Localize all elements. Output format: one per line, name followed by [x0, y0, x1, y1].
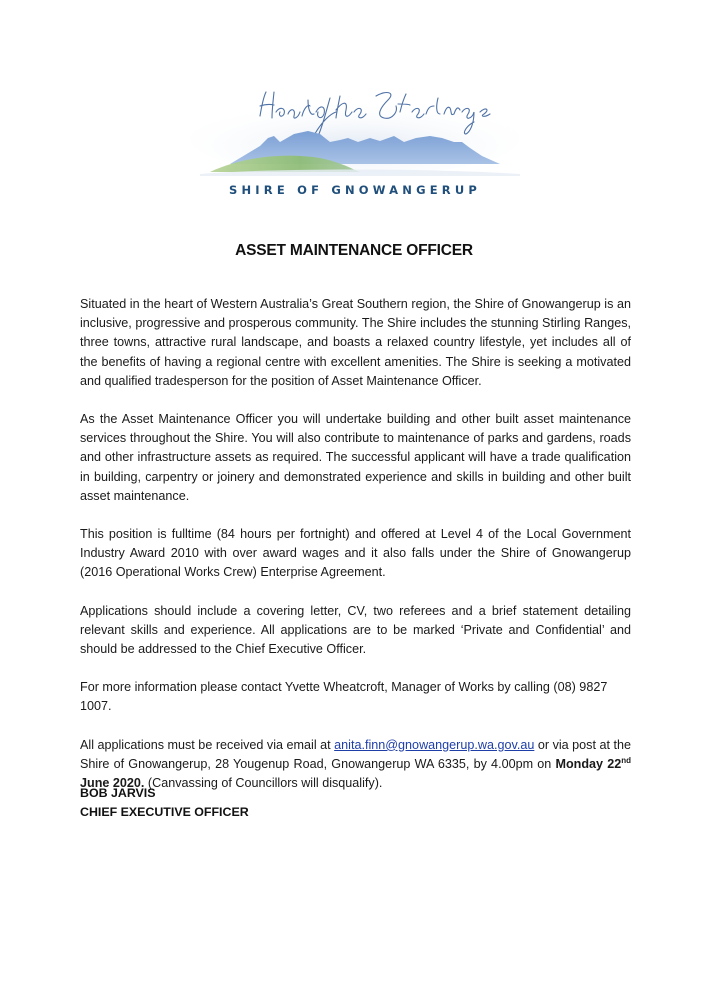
shire-logo: [190, 76, 520, 206]
deadline-ordinal: nd: [621, 755, 632, 765]
signatory-name: BOB JARVIS: [80, 786, 156, 800]
paragraph-application-requirements: Applications should include a covering letter, CV, two referees and a brief statement detailing relevant skills and experience. All applications are to be marked ‘Private and Confidential’ and should be addressed to the Chief Executive Officer.: [80, 603, 631, 657]
submission-text-address: or via post at the Shire of Gnowangerup, 28 Yougenup Road, Gnowangerup WA 6335, by 4.00pm on: [80, 737, 631, 771]
document-body: [80, 295, 631, 812]
logo-artwork: [190, 76, 520, 186]
signature-block: [80, 784, 249, 822]
deadline-month-year: June 2020.: [80, 776, 145, 791]
shire-name: SHIRE OF GNOWANGERUP: [229, 183, 481, 197]
deadline-day: Monday 22: [555, 756, 622, 771]
submission-text-lead: All applications must be received via email at: [80, 737, 335, 752]
page-title: ASSET MAINTENANCE OFFICER: [235, 242, 473, 259]
paragraph-contact: For more information please contact Yvette Wheatcroft, Manager of Works by calling (08) 9827 1007.: [80, 680, 608, 714]
paragraph-employment-terms: This position is fulltime (84 hours per fortnight) and offered at Level 4 of the Local Government Industry Award 2010 with over award wages and it also falls under the Shire of Gnowangerup (2016 Operational Works Crew) Enterprise Agreement.: [80, 527, 631, 580]
canvassing-notice: (Canvassing of Councillors will disqualify).: [144, 776, 383, 791]
signatory-position: CHIEF EXECUTIVE OFFICER: [80, 805, 249, 819]
paragraph-intro: Situated in the heart of Western Australia’s Great Southern region, the Shire of Gnowangerup is an inclusive, progressive and prosperous community. The Shire includes the stunning Stirling Ranges, three towns, attractive rural landscape, and boasts a relaxed country lifestyle, yet includes all of the benefits of having a regional centre with excellent amenities. The Shire is seeking a motivated and qualified tradesperson for the position of Asset Maintenance Officer.: [80, 297, 631, 388]
paragraph-role: As the Asset Maintenance Officer you will undertake building and other built asset maintenance services throughout the Shire. You will also contribute to maintenance of parks and gardens, roads and other infrastructure assets as required. The successful applicant will have a trade qualification in building, carpentry or joinery and demonstrated experience and skills in building and other built asset maintenance.: [80, 412, 631, 503]
email-link[interactable]: anita.finn@gnowangerup.wa.gov.au: [334, 737, 535, 752]
